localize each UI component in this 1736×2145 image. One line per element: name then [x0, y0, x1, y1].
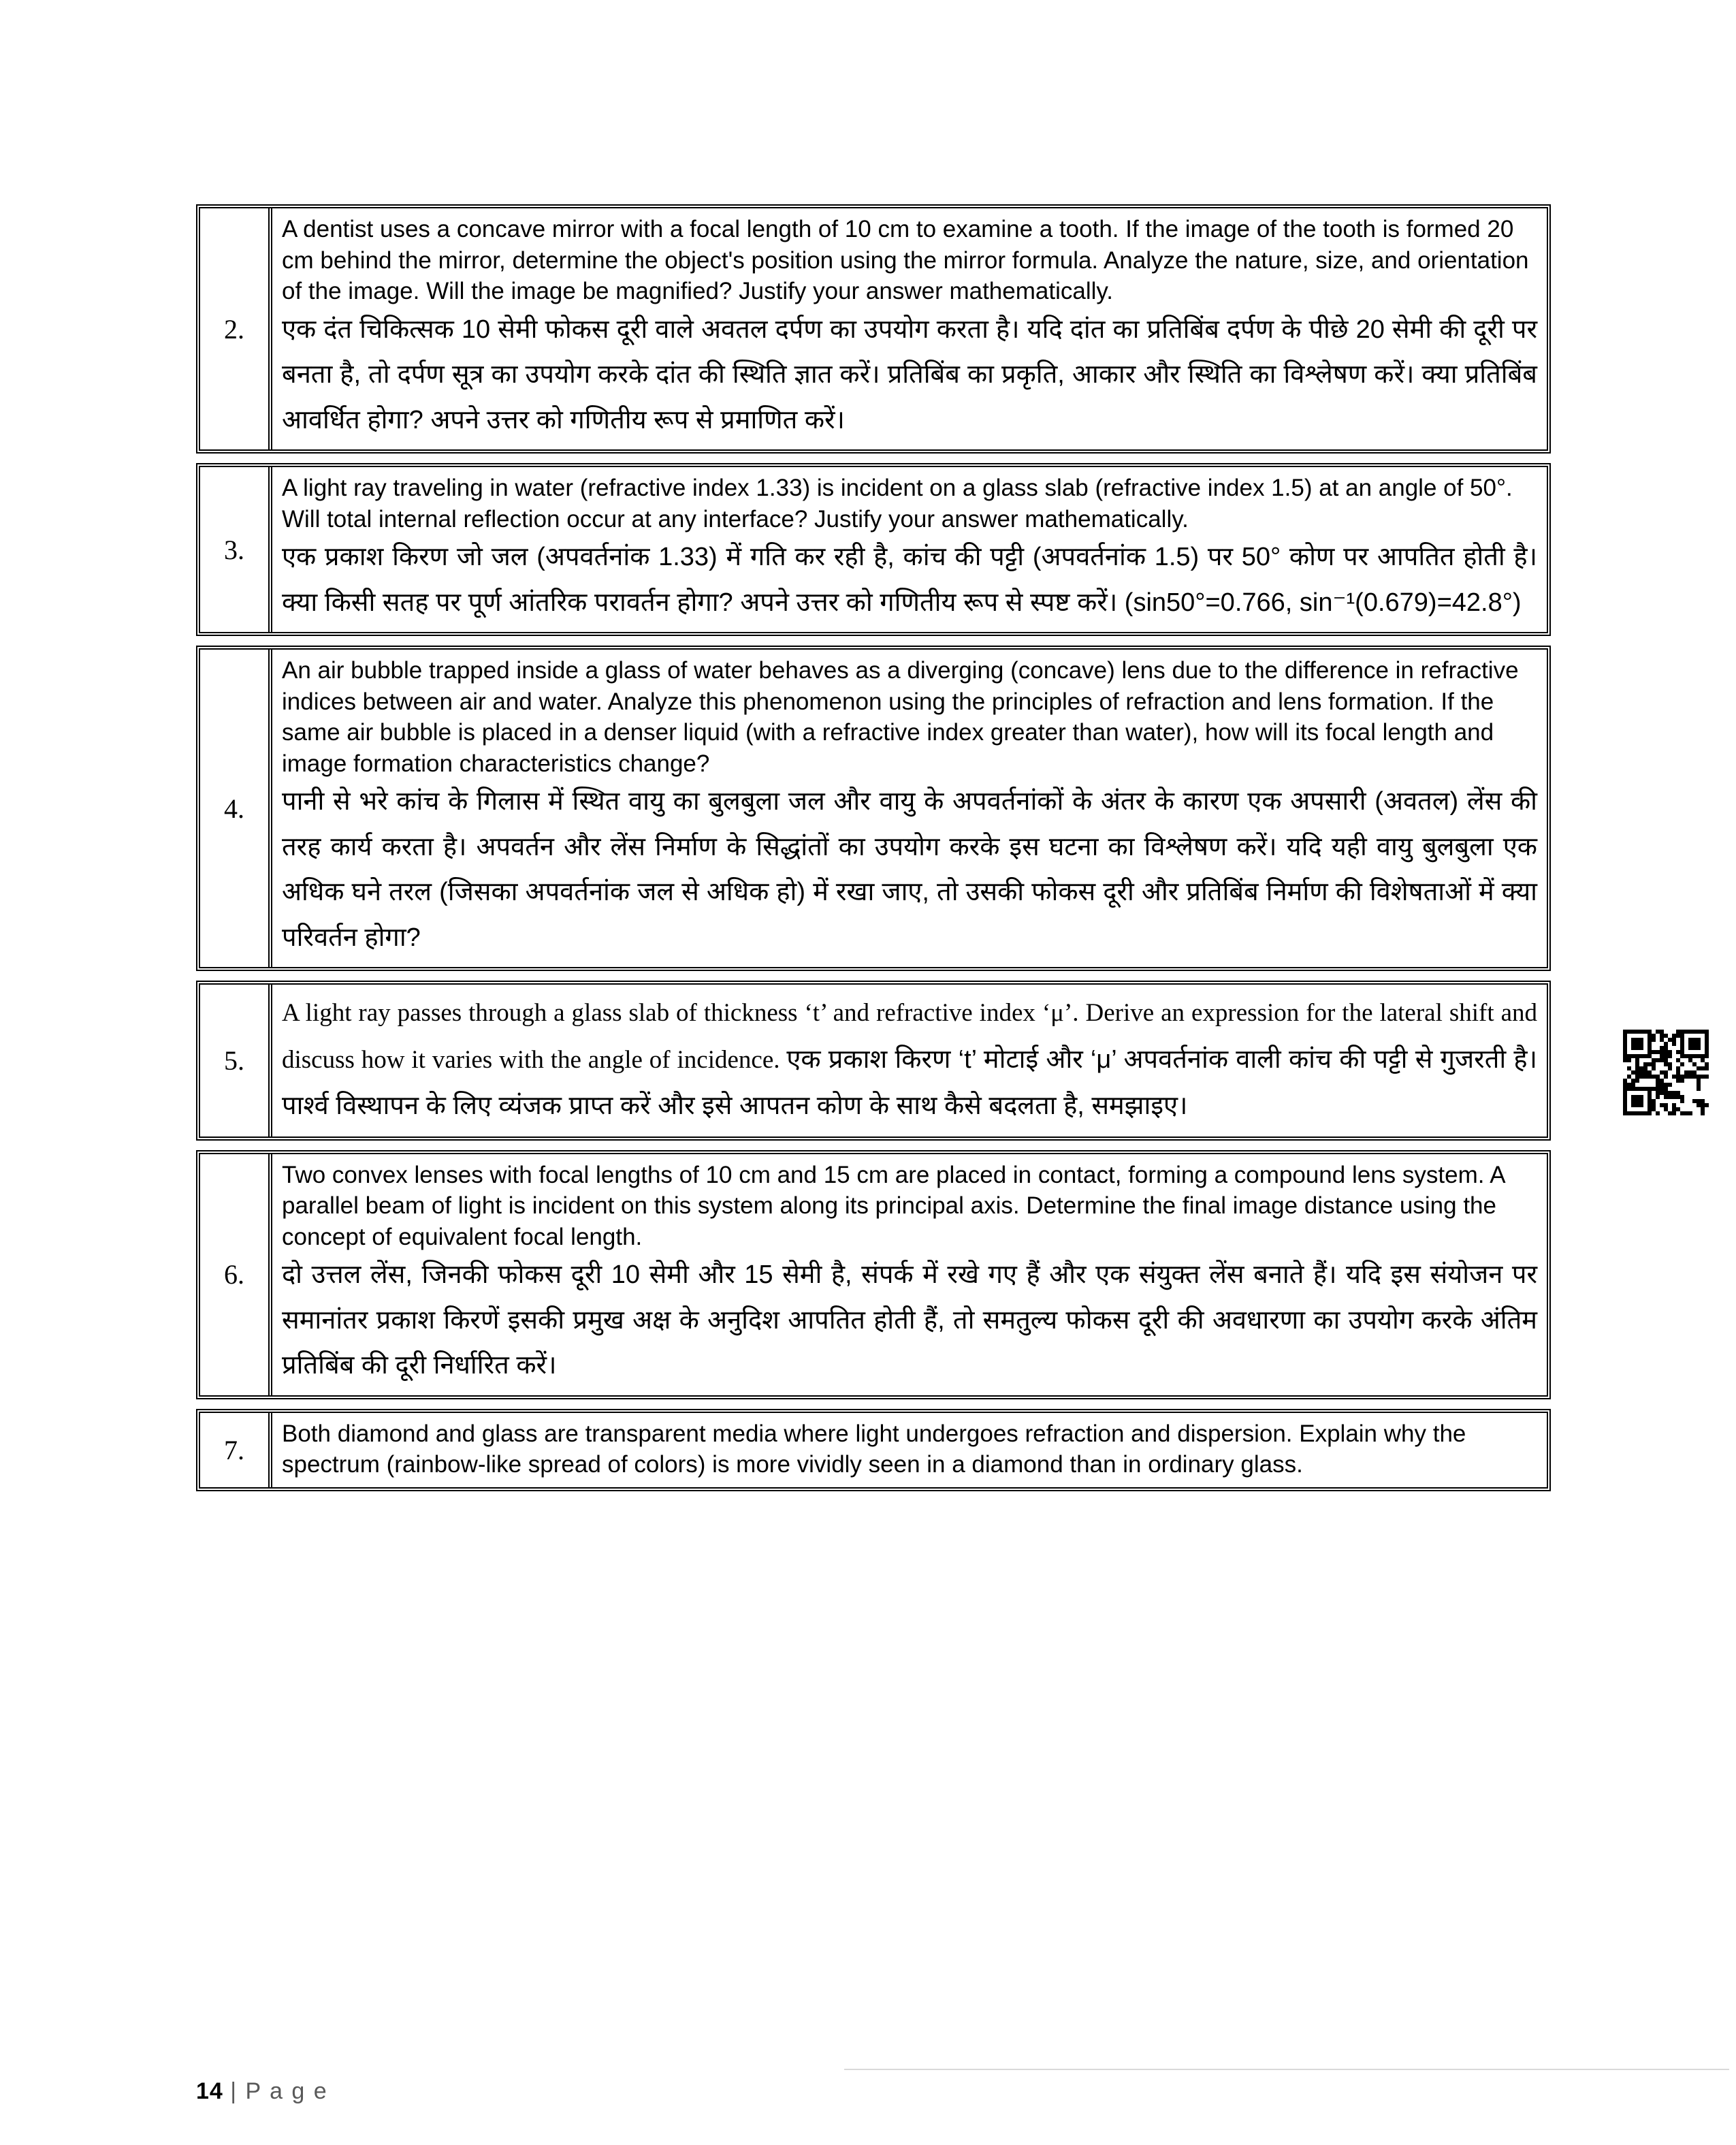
- question-text-hindi: दो उत्तल लेंस, जिनकी फोकस दूरी 10 सेमी और 15 सेमी है, संपर्क में रखे गए हैं और एक संयुक्त लेंस बनाते हैं। यदि इस संयोजन पर समानांतर प्रकाश किरणें इसकी प्रमुख अक्ष के अनुदिश आपतित होती हैं, तो समतुल्य फोकस दूरी की अवधारणा का उपयोग करके अंतिम प्रतिबिंब की दूरी निर्धारित करें।: [282, 1260, 1537, 1380]
- question-body: [272, 1154, 1547, 1395]
- question-number: 5.: [200, 985, 272, 1137]
- question-row-6: [196, 1150, 1551, 1399]
- question-number: 2.: [200, 208, 272, 449]
- question-number: 6.: [200, 1154, 272, 1395]
- question-body: [272, 1413, 1547, 1487]
- question-table: [196, 204, 1551, 1501]
- question-text-english: A dentist uses a concave mirror with a focal length of 10 cm to examine a tooth. If the image of the tooth is formed 20 cm behind the mirror, determine the object's position using the mirror formula. Analyze the nature, size, and orientation of the image. Will the image be magnified? Justify your answer mathematically.: [282, 216, 1529, 304]
- question-row-2: [196, 204, 1551, 454]
- question-text-hindi: एक दंत चिकित्सक 10 सेमी फोकस दूरी वाले अवतल दर्पण का उपयोग करता है। यदि दांत का प्रतिबिंब दर्पण के पीछे 20 सेमी की दूरी पर बनता है, तो दर्पण सूत्र का उपयोग करके दांत की स्थिति ज्ञात करें। प्रतिबिंब का प्रकृति, आकार और स्थिति का विश्लेषण करें। क्या प्रतिबिंब आवर्धित होगा? अपने उत्तर को गणितीय रूप से प्रमाणित करें।: [282, 315, 1537, 434]
- footer-page-label: | P a g e: [230, 2078, 328, 2104]
- question-body: [272, 467, 1547, 632]
- question-number: 7.: [200, 1413, 272, 1487]
- question-text-english: Both diamond and glass are transparent media where light undergoes refraction and dispersion. Explain why the spectrum (rainbow-like spread of colors) is more vividly seen in a diamond than in ordinary glass.: [282, 1420, 1466, 1478]
- question-body: [272, 650, 1547, 967]
- question-text-english: Two convex lenses with focal lengths of 10 cm and 15 cm are placed in contact, forming a compound lens system. A parallel beam of light is incident on this system along its principal axis. Determine the final image distance using the concept of equivalent focal length.: [282, 1161, 1505, 1250]
- question-text-hindi: एक प्रकाश किरण ‘t’ मोटाई और ‘μ’ अपवर्तनांक वाली कांच की पट्टी से गुजरती है। पार्श्व विस्थापन के लिए व्यंजक प्राप्त करें और इसे आपतन कोण के साथ कैसे बदलता है, समझाइए।: [282, 1045, 1537, 1121]
- page-footer: [196, 2078, 328, 2105]
- question-body: [272, 208, 1547, 449]
- question-text-english: An air bubble trapped inside a glass of water behaves as a diverging (concave) lens due to the difference in refractive indices between air and water. Analyze this phenomenon using the principles of refraction and lens formation. If the same air bubble is placed in a denser liquid (with a refractive index greater than water), how will its focal length and image formation characteristics change?: [282, 657, 1519, 777]
- question-body: [272, 985, 1547, 1137]
- footer-page-number: 14: [196, 2078, 223, 2104]
- question-number: 3.: [200, 467, 272, 632]
- question-row-5: [196, 981, 1551, 1141]
- footer-rule: [844, 2069, 1729, 2070]
- question-text-english: A light ray passes through a glass slab of thickness ‘t’ and refractive index ‘μ’. Derive an expression for the lateral shift and discuss how it varies with the angle of incidence.: [282, 999, 1537, 1074]
- question-text-hindi: एक प्रकाश किरण जो जल (अपवर्तनांक 1.33) में गति कर रही है, कांच की पट्टी (अपवर्तनांक 1.5) पर 50° कोण पर आपतित होती है। क्या किसी सतह पर पूर्ण आंतरिक परावर्तन होगा? अपने उत्तर को गणितीय रूप से स्पष्ट करें। (sin50°=0.766, sin⁻¹(0.679)=42.8°): [282, 543, 1537, 617]
- question-text-mixed: [282, 990, 1537, 1130]
- qr-code: [1623, 1030, 1709, 1115]
- question-row-3: [196, 463, 1551, 636]
- question-row-4: [196, 646, 1551, 971]
- question-text-english: A light ray traveling in water (refractive index 1.33) is incident on a glass slab (refractive index 1.5) at an angle of 50°. Will total internal reflection occur at any interface? Justify your answer mathematically.: [282, 475, 1513, 533]
- question-row-7: [196, 1409, 1551, 1491]
- question-text-hindi: पानी से भरे कांच के गिलास में स्थित वायु का बुलबुला जल और वायु के अपवर्तनांकों के अंतर के कारण एक अपसारी (अवतल) लेंस की तरह कार्य करता है। अपवर्तन और लेंस निर्माण के सिद्धांतों का उपयोग करके इस घटना का विश्लेषण करें। यदि यही वायु बुलबुला एक अधिक घने तरल (जिसका अपवर्तनांक जल से अधिक हो) में रखा जाए, तो उसकी फोकस दूरी और प्रतिबिंब निर्माण की विशेषताओं में क्या परिवर्तन होगा?: [282, 787, 1537, 952]
- question-number: 4.: [200, 650, 272, 967]
